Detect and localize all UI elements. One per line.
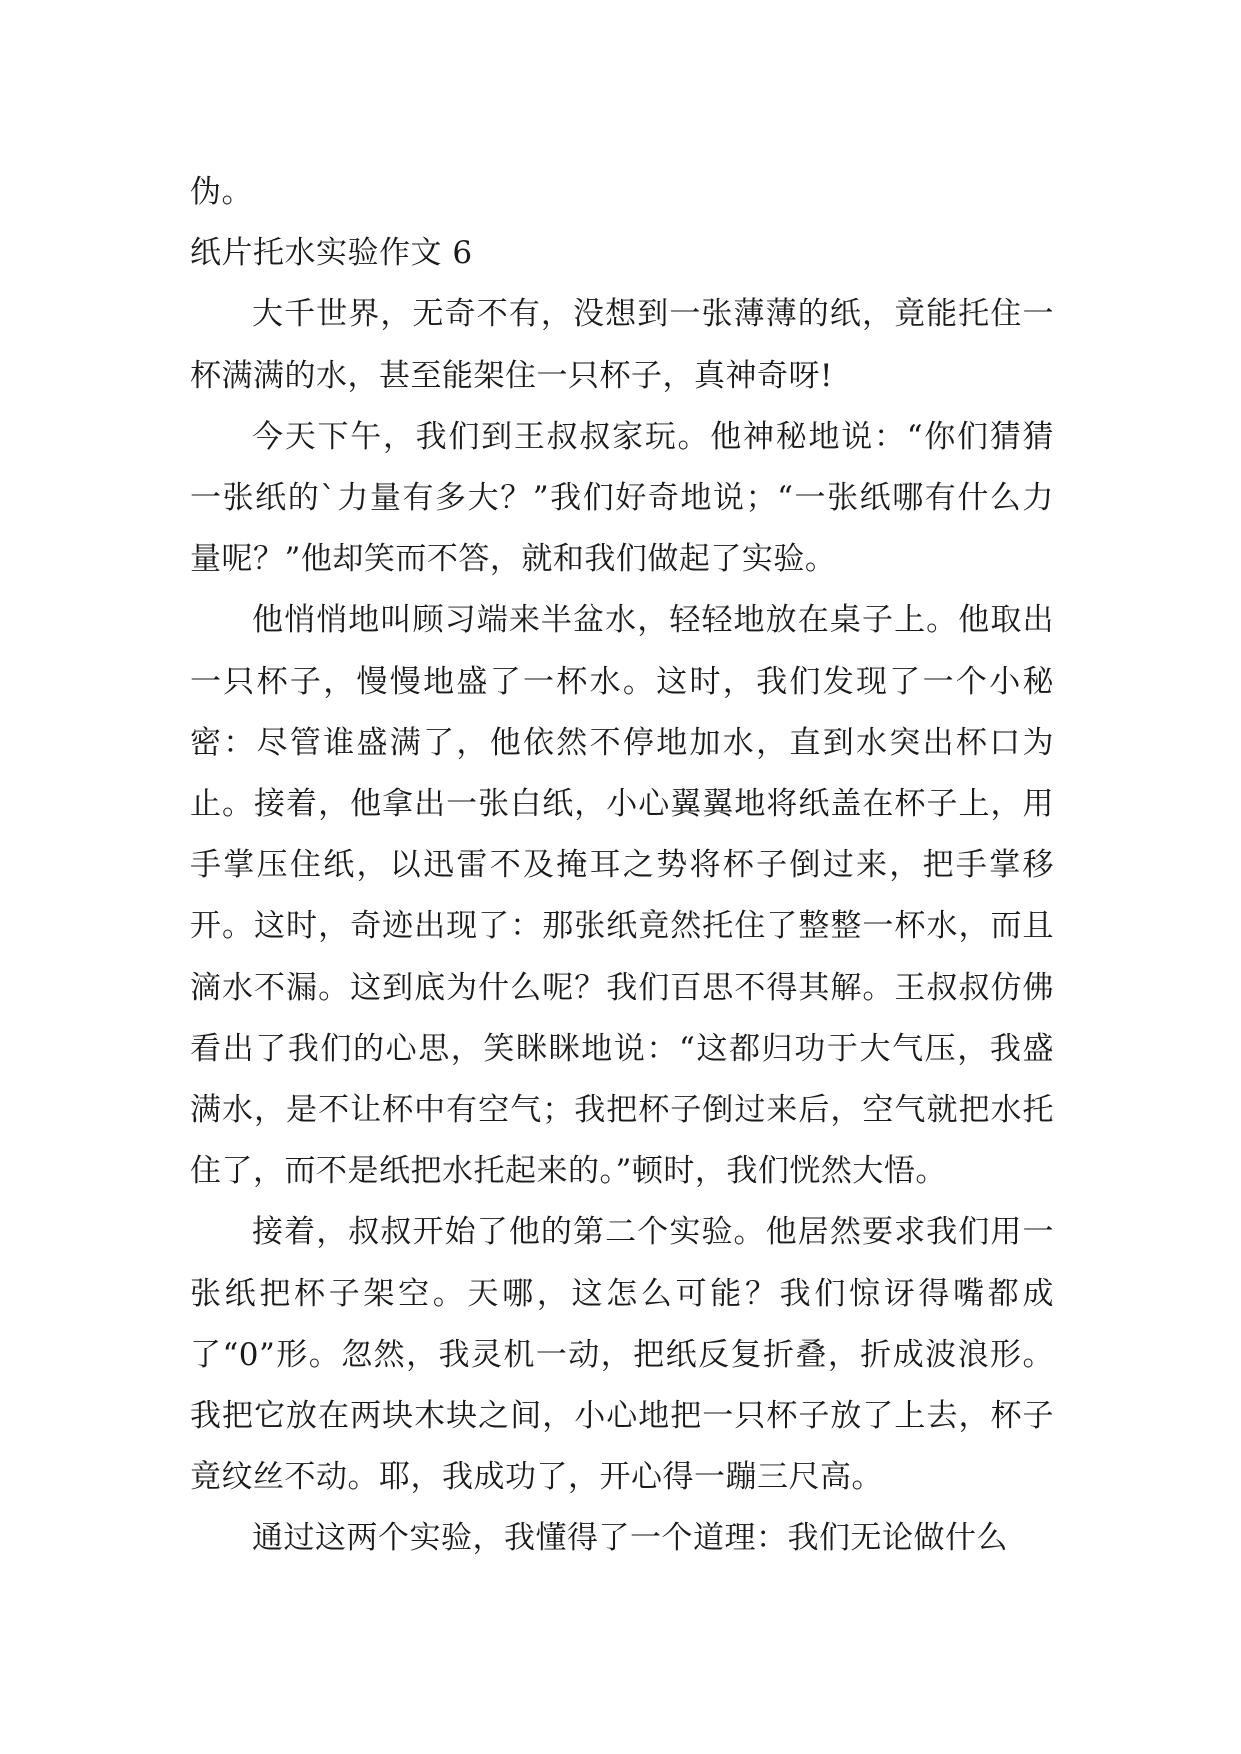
paragraph: 接着，叔叔开始了他的第二个实验。他居然要求我们用一张纸把杯子架空。天哪，这怎么可能？我们惊讶得嘴都成了“0”形。忽然，我灵机一动，把纸反复折叠，折成波浪形。我把它放在两块木块之间，小心地把一只杯子放了上去，杯子竟纹丝不动。耶，我成功了，开心得一蹦三尺高。 <box>190 1214 1054 1496</box>
paragraph: 今天下午，我们到王叔叔家玩。他神秘地说：“你们猜猜一张纸的`力量有多大？”我们好奇地说；“一张纸哪有什么力量呢？”他却笑而不答，就和我们做起了实验。 <box>190 418 1054 578</box>
document-body <box>190 162 1054 1570</box>
paragraph: 他悄悄地叫顾习端来半盆水，轻轻地放在桌子上。他取出一只杯子，慢慢地盛了一杯水。这时，我们发现了一个小秘密：尽管谁盛满了，他依然不停地加水，直到水突出杯口为止。接着，他拿出一张白纸，小心翼翼地将纸盖在杯子上，用手掌压住纸，以迅雷不及掩耳之势将杯子倒过来，把手掌移开。这时，奇迹出现了：那张纸竟然托住了整整一杯水，而且滴水不漏。这到底为什么呢？我们百思不得其解。王叔叔仿佛看出了我们的心思，笑眯眯地说：“这都归功于大气压，我盛满水，是不让杯中有空气；我把杯子倒过来后，空气就把水托住了，而不是纸把水托起来的。”顿时，我们恍然大悟。 <box>190 602 1054 1190</box>
continuation-text: 伪。 <box>190 174 253 210</box>
paragraph: 大千世界，无奇不有，没想到一张薄薄的纸，竟能托住一杯满满的水，甚至能架住一只杯子，真神奇呀! <box>190 296 1054 394</box>
essay-title: 纸片托水实验作文 6 <box>190 235 473 272</box>
paragraph: 通过这两个实验，我懂得了一个道理：我们无论做什么 <box>252 1520 1008 1557</box>
